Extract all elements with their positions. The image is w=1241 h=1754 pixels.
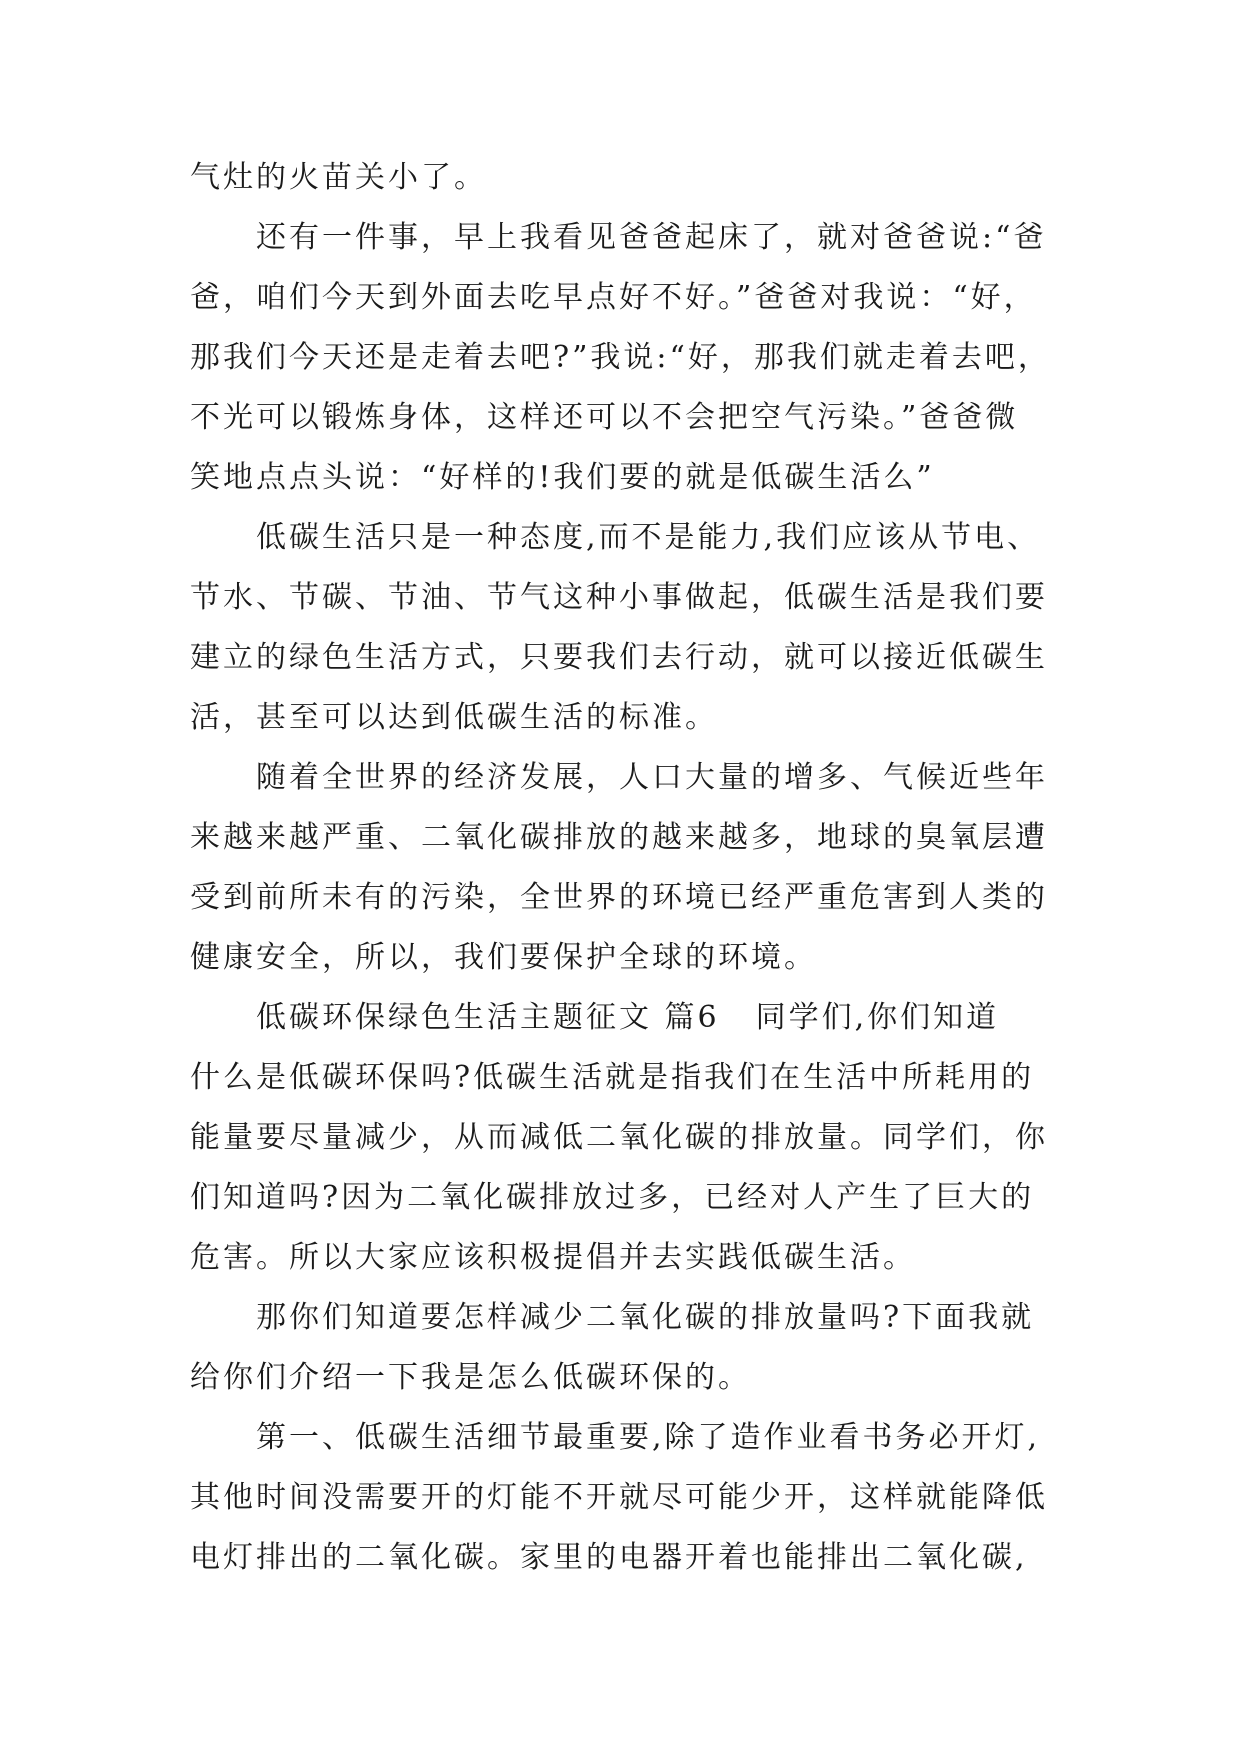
- text-line: 随着全世界的经济发展，人口大量的增多、气候近些年: [256, 760, 1048, 795]
- text-line: 受到前所未有的污染，全世界的环境已经严重危害到人类的: [190, 880, 1048, 915]
- text-line: 爸，咱们今天到外面去吃早点好不好。”爸爸对我说：“好，: [190, 280, 1037, 315]
- text-line: 低碳生活只是一种态度,而不是能力,我们应该从节电、: [256, 520, 1041, 555]
- document-page: [190, 148, 1070, 1588]
- section-heading: 低碳环保绿色生活主题征文 篇6: [256, 1000, 720, 1035]
- text-line: 什么是低碳环保吗?低碳生活就是指我们在生活中所耗用的: [190, 1060, 1035, 1095]
- text-line: 节水、节碳、节油、节气这种小事做起，低碳生活是我们要: [190, 580, 1048, 615]
- text-line: 给你们介绍一下我是怎么低碳环保的。: [190, 1360, 751, 1395]
- text-line: 能量要尽量减少，从而减低二氧化碳的排放量。同学们，你: [190, 1120, 1048, 1155]
- text-line: 其他时间没需要开的灯能不开就尽可能少开，这样就能降低: [190, 1480, 1048, 1515]
- text-line: 活，甚至可以达到低碳生活的标准。: [190, 700, 718, 735]
- text-line: 危害。所以大家应该积极提倡并去实践低碳生活。: [190, 1240, 916, 1275]
- text-line: 健康安全，所以，我们要保护全球的环境。: [190, 940, 817, 975]
- text-line: 气灶的火苗关小了。: [190, 160, 487, 195]
- text-line: 那我们今天还是走着去吧?”我说:“好，那我们就走着去吧，: [190, 340, 1051, 375]
- text-line: 不光可以锻炼身体，这样还可以不会把空气污染。”爸爸微: [190, 400, 1019, 435]
- text-line: 那你们知道要怎样减少二氧化碳的排放量吗?下面我就: [256, 1300, 1035, 1335]
- text-line: 们知道吗?因为二氧化碳排放过多，已经对人产生了巨大的: [190, 1180, 1035, 1215]
- text-line: 电灯排出的二氧化碳。家里的电器开着也能排出二氧化碳,: [190, 1540, 1028, 1575]
- text-line: 第一、低碳生活细节最重要,除了造作业看书务必开灯,: [256, 1420, 1041, 1455]
- section-heading-line: [190, 988, 1070, 1048]
- text-line: 笑地点点头说：“好样的!我们要的就是低碳生活么”: [190, 460, 935, 495]
- text-line: 来越来越严重、二氧化碳排放的越来越多，地球的臭氧层遭: [190, 820, 1048, 855]
- text-line-trail: 同学们,你们知道: [755, 1000, 1000, 1035]
- text-line: 还有一件事，早上我看见爸爸起床了，就对爸爸说:“爸: [256, 220, 1047, 255]
- text-line: 建立的绿色生活方式，只要我们去行动，就可以接近低碳生: [190, 640, 1048, 675]
